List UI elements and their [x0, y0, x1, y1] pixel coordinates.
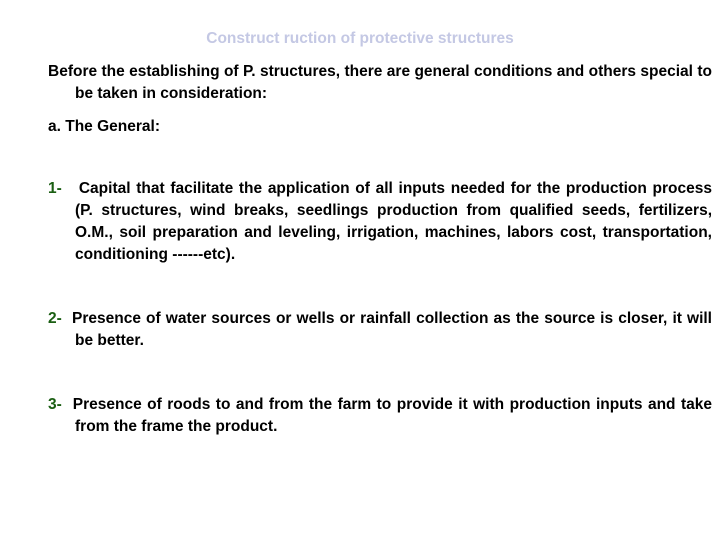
list-item-2 [48, 308, 712, 352]
list-item-1 [48, 178, 712, 266]
item-number: 3- [48, 396, 62, 413]
item-text: Capital that facilitate the application of all inputs needed for the production process (P. structures, wind breaks, seedlings production from qualified seeds, fertilizers, O.M., soil preparation and leveling, irrigation, machines, labors cost, transportation, conditioning ------etc). [75, 180, 712, 263]
intro-paragraph [48, 61, 712, 105]
item-number: 1- [48, 180, 62, 197]
slide-title: Construct ruction of protective structures [206, 30, 514, 47]
section-heading-general: a. The General: [48, 118, 160, 135]
item-number: 2- [48, 310, 62, 327]
item-text: Presence of water sources or wells or rainfall collection as the source is closer, it will be better. [72, 310, 712, 349]
list-item-3 [48, 394, 712, 438]
item-text: Presence of roods to and from the farm to provide it with production inputs and take from the frame the product. [72, 396, 713, 435]
intro-text: Before the establishing of P. structures, there are general conditions and others special to be taken in consideration: [48, 63, 712, 102]
